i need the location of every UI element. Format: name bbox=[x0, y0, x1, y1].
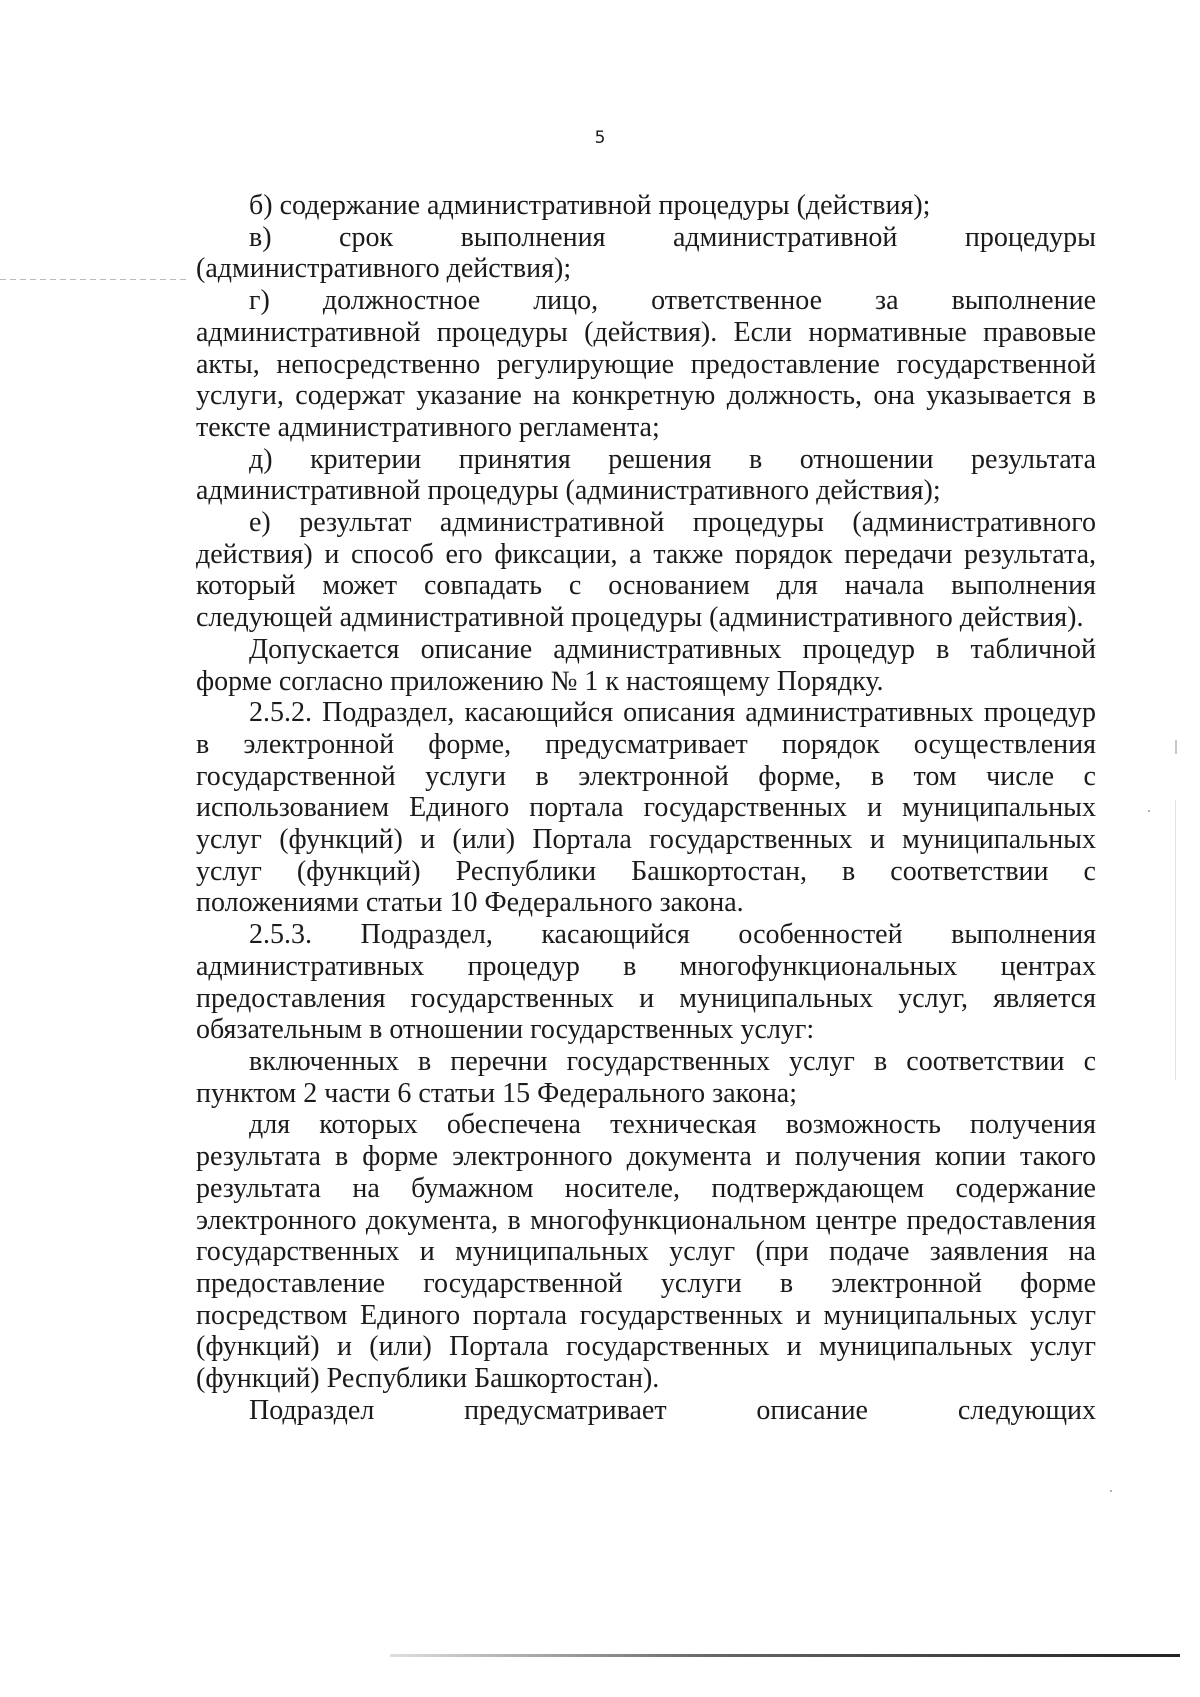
paragraph-2-5-3: 2.5.3. Подраздел, касающийся особенностей выполнения административных процедур в многофункциональных центрах предоставления государственных и муниципальных услуг, является обязательным в отношении государственных услуг: bbox=[196, 919, 1096, 1046]
paragraph-v: в) срок выполнения административной процедуры (административного действия); bbox=[196, 221, 1096, 285]
scan-artifact-right-shadow bbox=[1175, 800, 1176, 1080]
paragraph-2-5-2: 2.5.2. Подраздел, касающийся описания административных процедур в электронной форме, предусматривает порядок осуществления государственной услуги в электронной форме, в том числе с использованием Единого портала государственных и муниципальных услуг (функций) и (или) Портала государственных и муниципальных услуг (функций) Республики Башкортостан, в соответствии с положениями статьи 10 Федерального закона. bbox=[196, 697, 1096, 919]
scan-artifact-left-line bbox=[0, 279, 190, 280]
paragraph-subsection-describes: Подраздел предусматривает описание следующих bbox=[249, 1394, 1096, 1426]
scan-speck bbox=[1148, 810, 1150, 812]
paragraph-g: г) должностное лицо, ответственное за выполнение административной процедуры (действия). Если нормативные правовые акты, непосредственно регулирующие предоставление государственной услуги, содержат указание на конкретную должность, она указывается в тексте административного регламента; bbox=[196, 285, 1096, 443]
paragraph-table-form: Допускается описание административных процедур в табличной форме согласно приложению № 1 к настоящему Порядку. bbox=[196, 633, 1096, 697]
scan-speck bbox=[1110, 1490, 1112, 1492]
paragraph-technical-possibility: для которых обеспечена техническая возможность получения результата в форме электронного документа и получения копии такого результата на бумажном носителе, подтверждающем содержание электронного документа, в многофункциональном центре предоставления государственных и муниципальных услуг (при подаче заявления на предоставление государственной услуги в электронной форме посредством Единого портала государственных и муниципальных услуг (функций) и (или) Портала государственных и муниципальных услуг (функций) Республики Башкортостан). bbox=[196, 1109, 1096, 1395]
paragraph-b: б) содержание административной процедуры (действия); bbox=[249, 190, 931, 221]
paragraph-included-lists: включенных в перечни государственных услуг в соответствии с пунктом 2 части 6 статьи 15 Федерального закона; bbox=[196, 1045, 1096, 1109]
scan-artifact-bottom-line bbox=[390, 1654, 1180, 1657]
page-number: 5 bbox=[594, 128, 606, 148]
scan-artifact-right-mark bbox=[1175, 740, 1177, 754]
paragraph-e: е) результат административной процедуры (административного действия) и способ его фиксации, а также порядок передачи результата, который может совпадать с основанием для начала выполнения следующей административной процедуры (административного действия). bbox=[196, 507, 1096, 634]
document-body bbox=[196, 190, 1096, 1426]
paragraph-d: д) критерии принятия решения в отношении результата административной процедуры (административного действия); bbox=[196, 443, 1096, 507]
